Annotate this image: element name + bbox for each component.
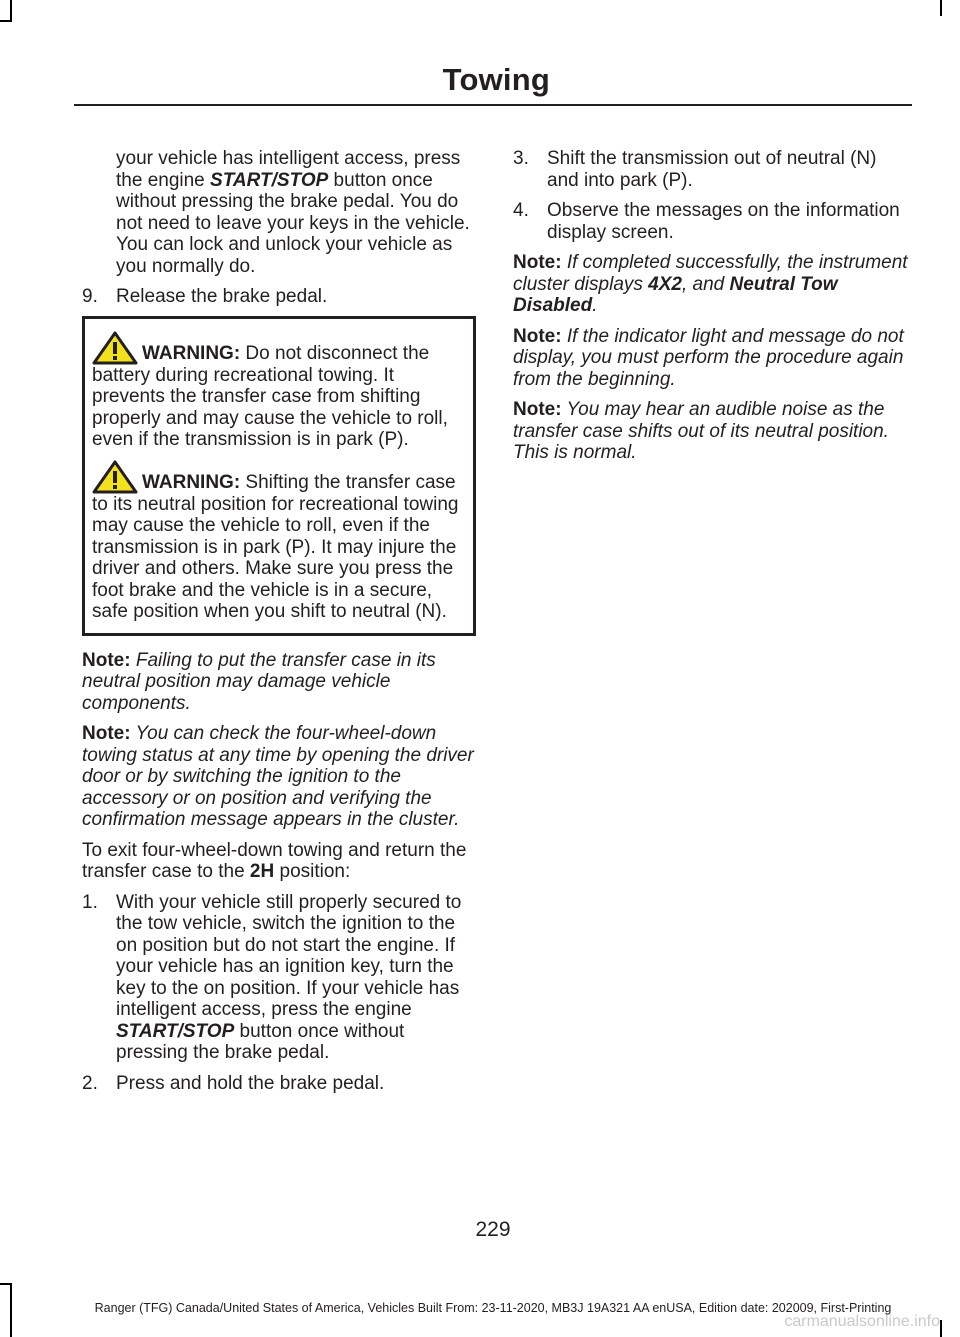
warning-triangle-icon — [92, 331, 138, 365]
note-3: Note: If completed successfully, the instrument cluster displays 4X2, and Neutral Tow Disabled. — [513, 252, 908, 316]
note-1: Note: Failing to put the transfer case in its neutral position may damage vehicle components. — [82, 649, 436, 714]
warning-box — [82, 316, 476, 636]
footer-text: Ranger (TFG) Canada/United States of America, Vehicles Built From: 23-11-2020, MB3J 19A321 AA enUSA, Edition date: 202009, First-Printing — [94, 1301, 892, 1315]
step-3: 3. Shift the transmission out of neutral (N) and into park (P). — [513, 148, 877, 191]
page-title: Towing — [442, 62, 550, 97]
right-column — [513, 148, 909, 464]
crop-mark — [10, 0, 12, 21]
left-column — [82, 148, 476, 1094]
crop-mark — [0, 20, 12, 22]
exit-intro: To exit four-wheel-down towing and return the transfer case to the 2H position: — [82, 839, 467, 882]
step-9: 9. Release the brake pedal. — [82, 286, 328, 307]
warning-2: WARNING: Shifting the transfer case to its neutral position for recreational towing may cause the vehicle to roll, even if the transmission is in park (P). It may injure the driver and others. Make sure you press the foot brake and the vehicle is in a secure, safe position when you shift to neutral (N). — [92, 460, 466, 623]
step-4: 4. Observe the messages on the information display screen. — [513, 200, 900, 243]
step-1: 1. With your vehicle still properly secured to the tow vehicle, switch the ignition to the on position but do not start the engine. If your vehicle has an ignition key, turn the key to the on position. If your vehicle has intelligent access, press the engine START/STOP button once without pressing the brake pedal. — [82, 891, 462, 1063]
crop-mark — [940, 1320, 942, 1337]
note-5: Note: You may hear an audible noise as the transfer case shifts out of its neutral position. This is normal. — [513, 399, 889, 463]
warning-1: WARNING: Do not disconnect the battery during recreational towing. It prevents the transfer case from shifting properly and may cause the vehicle to roll, even if the transmission is in park (P). — [92, 331, 466, 451]
watermark[interactable]: carmanualsonline.info — [784, 1313, 940, 1330]
page-number: 229 — [475, 1218, 511, 1241]
step-2: 2. Press and hold the brake pedal. — [82, 1072, 385, 1094]
note-2: Note: You can check the four-wheel-down towing status at any time by opening the driver door or by switching the ignition to the accessory or on position and verifying the confirmation message appears in the cluster. — [82, 723, 474, 830]
warning-triangle-icon — [92, 460, 138, 494]
continued-step-text: your vehicle has intelligent access, press the engine START/STOP button once without pressing the brake pedal. You do not need to leave your keys in the vehicle. You can lock and unlock your vehicle as you normally do. — [116, 148, 470, 277]
note-4: Note: If the indicator light and message do not display, you must perform the procedure again from the beginning. — [513, 325, 904, 390]
crop-mark — [940, 0, 942, 16]
header-divider — [74, 104, 912, 106]
crop-mark — [0, 1283, 12, 1285]
